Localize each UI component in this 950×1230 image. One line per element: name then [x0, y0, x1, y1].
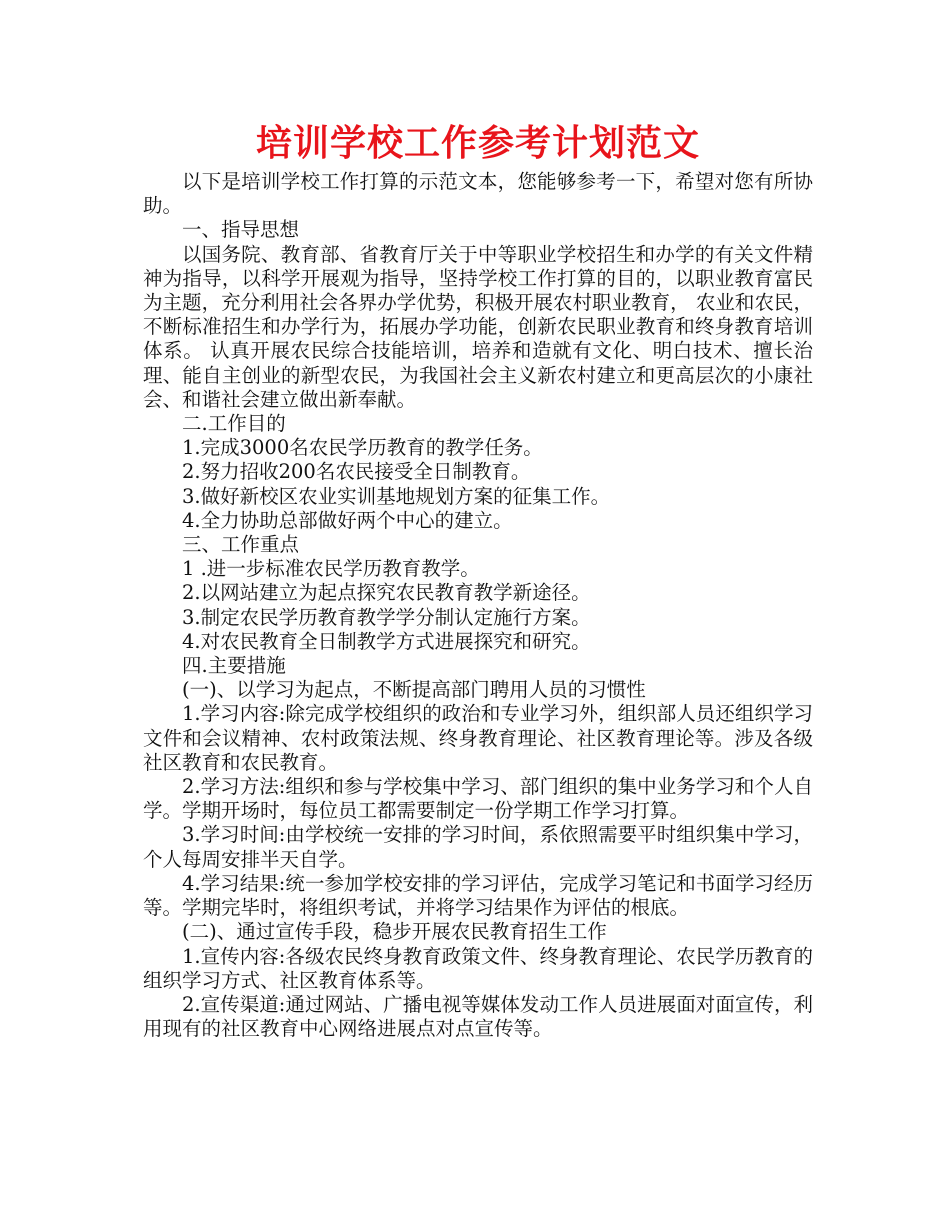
heading-main-measures: 四.主要措施	[182, 654, 286, 678]
paragraph-intro: 以下是培训学校工作打算的示范文本，您能够参考一下，希望对您有所协助。	[143, 170, 813, 218]
document-page	[143, 118, 813, 1041]
list-item-learning-method: 2.学习方法:组织和参与学校集中学习、部门组织的集中业务学习和个人自学。学期开场时，每位员工都需要制定一份学期工作学习打算。	[143, 775, 813, 823]
list-item-focus-4: 4.对农民教育全日制教学方式进展探究和研究。	[182, 629, 591, 653]
list-item-learning-result: 4.学习结果:统一参加学校安排的学习评估，完成学习笔记和书面学习经历等。学期完毕时，将组织考试，并将学习结果作为评估的根底。	[143, 871, 813, 920]
subheading-measure-2: (二)、通过宣传手段，稳步开展农民教育招生工作	[182, 920, 607, 944]
list-item-publicity-channel: 2.宣传渠道:通过网站、广播电视等媒体发动工作人员进展面对面宣传，利用现有的社区教育中心网络进展点对点宣传等。	[143, 992, 813, 1041]
document-title: 培训学校工作参考计划范文	[255, 122, 700, 164]
list-item-publicity-content: 1.宣传内容:各级农民终身教育政策文件、终身教育理论、农民学历教育的组织学习方式、社区教育体系等。	[143, 944, 813, 992]
heading-guiding-ideology: 一、指导思想	[182, 218, 300, 242]
list-item-learning-content: 1.学习内容:除完成学校组织的政治和专业学习外，组织部人员还组织学习文件和会议精神、农村政策法规、终身教育理论、社区教育理论等。涉及各级社区教育和农民教育。	[143, 702, 813, 774]
heading-work-focus: 三、工作重点	[182, 533, 300, 557]
list-item-focus-2: 2.以网站建立为起点探究农民教育教学新途径。	[182, 581, 591, 605]
list-item-learning-time: 3.学习时间:由学校统一安排的学习时间，系依照需要平时组织集中学习，个人每周安排半天自学。	[143, 823, 813, 871]
heading-work-goals: 二.工作目的	[182, 412, 286, 436]
paragraph-guiding-ideology: 以国务院、教育部、省教育厅关于中等职业学校招生和办学的有关文件精神为指导，以科学开展观为指导，坚持学校工作打算的目的，以职业教育富民为主题，充分利用社会各界办学优势，积极开展农村职业教育， 农业和农民，不断标准招生和办学行为，拓展办学功能，创新农民职业教育和终身教育培训体系。 认真开展农民综合技能培训，培养和造就有文化、明白技术、擅长治理、能自主创业的新型农民，为我国社会主义新农村建立和更高层次的小康社会、和谐社会建立做出新奉献。	[143, 242, 813, 411]
list-item-focus-1: 1 .进一步标准农民学历教育教学。	[182, 557, 480, 581]
list-item-goal-4: 4.全力协助总部做好两个中心的建立。	[182, 508, 513, 532]
list-item-goal-1: 1.完成3000名农民学历教育的教学任务。	[182, 436, 543, 460]
list-item-goal-2: 2.努力招收200名农民接受全日制教育。	[182, 460, 531, 484]
list-item-focus-3: 3.制定农民学历教育教学学分制认定施行方案。	[182, 605, 591, 629]
document-body	[143, 170, 813, 1041]
subheading-measure-1: (一)、以学习为起点，不断提高部门聘用人员的习惯性	[182, 678, 646, 702]
list-item-goal-3: 3.做好新校区农业实训基地规划方案的征集工作。	[182, 484, 611, 508]
